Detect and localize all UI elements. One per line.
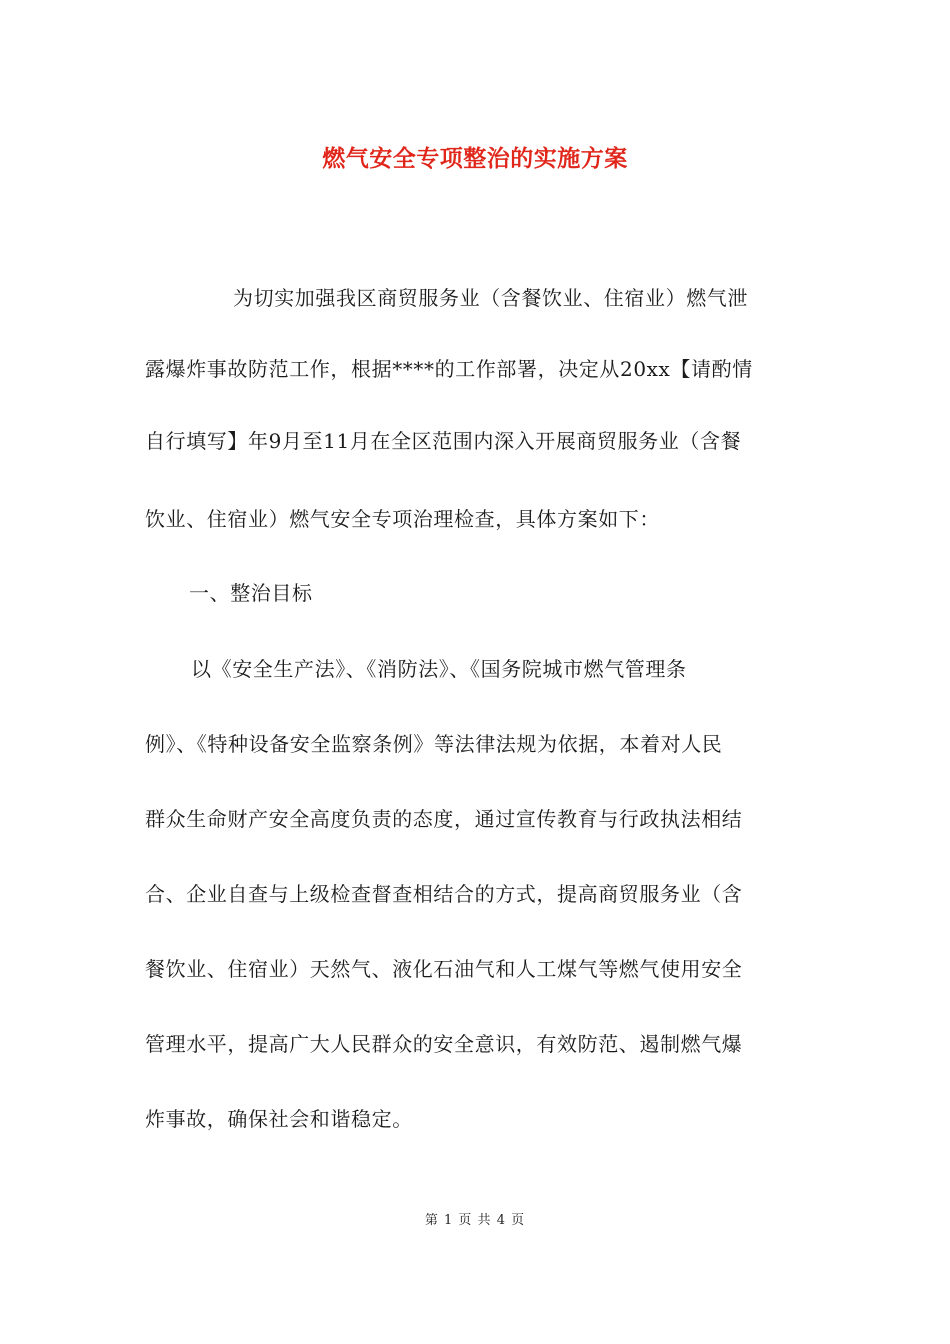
paragraph-line: 合、企业自查与上级检查督查相结合的方式，提高商贸服务业（含 [145, 882, 743, 906]
paragraph-line: 为切实加强我区商贸服务业（含餐饮业、住宿业）燃气泄 [233, 286, 748, 310]
paragraph-line: 例》、《特种设备安全监察条例》等法律法规为依据，本着对人民 [145, 732, 723, 756]
paragraph-line: 餐饮业、住宿业）天然气、液化石油气和人工煤气等燃气使用安全 [145, 957, 743, 981]
section-heading: 一、整治目标 [189, 581, 313, 605]
paragraph-line: 露爆炸事故防范工作，根据****的工作部署，决定从20xx【请酌情 [145, 357, 753, 381]
paragraph-line: 群众生命财产安全高度负责的态度，通过宣传教育与行政执法相结 [145, 807, 743, 831]
paragraph-line: 炸事故，确保社会和谐稳定。 [145, 1107, 413, 1131]
document-title: 燃气安全专项整治的实施方案 [322, 145, 628, 172]
page-number-footer: 第 1 页 共 4 页 [424, 1213, 526, 1228]
paragraph-line: 自行填写】年9月至11月在全区范围内深入开展商贸服务业（含餐 [145, 429, 742, 453]
paragraph-line: 饮业、住宿业）燃气安全专项治理检查，具体方案如下： [145, 507, 660, 531]
paragraph-line: 以《安全生产法》、《消防法》、《国务院城市燃气管理条 [191, 657, 687, 681]
paragraph-line: 管理水平，提高广大人民群众的安全意识，有效防范、遏制燃气爆 [145, 1032, 743, 1056]
